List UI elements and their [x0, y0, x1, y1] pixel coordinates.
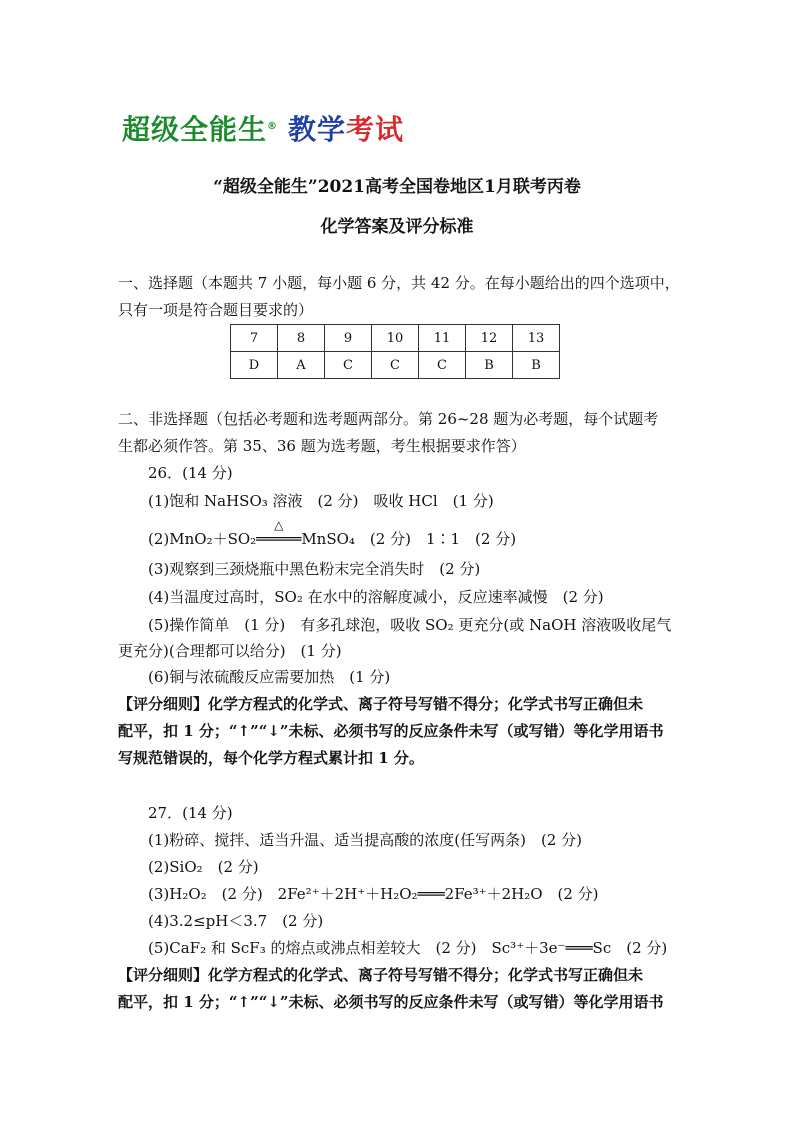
q26-answer-5-line2: 更充分)(合理都可以给分) (1 分) — [118, 642, 342, 660]
table-cell: 13 — [513, 325, 560, 352]
q26-answer-4: (4)当温度过高时，SO₂ 在水中的溶解度减小，反应速率减慢 (2 分) — [148, 588, 604, 606]
reaction-equals-sign: ═════ — [256, 530, 302, 548]
table-cell: 11 — [419, 325, 466, 352]
table-cell: 7 — [231, 325, 278, 352]
logo-brand: 超级全能生 — [122, 113, 268, 146]
table-cell: A — [278, 352, 325, 379]
q27-answer-4: (4)3.2≤pH＜3.7 (2 分) — [148, 912, 324, 930]
q27-answer-1: (1)粉碎、搅拌、适当升温、适当提高酸的浓度(任写两条) (2 分) — [148, 831, 582, 849]
q26-answer-5-line1: (5)操作简单 (1 分) 有多孔球泡，吸收 SO₂ 更充分(或 NaOH 溶液吸收尾气 — [148, 616, 672, 634]
table-cell: 9 — [325, 325, 372, 352]
table-cell: C — [372, 352, 419, 379]
table-cell: 12 — [466, 325, 513, 352]
table-cell: C — [419, 352, 466, 379]
document-title: “超级全能生”2021高考全国卷地区1月联考丙卷 — [213, 177, 581, 197]
heating-condition-sign — [256, 518, 302, 553]
scoring-rule-1-line2: 配平，扣 1 分；“↑”“↓”未标、必须书写的反应条件未写（或写错）等化学用语书 — [118, 722, 664, 740]
document-subtitle: 化学答案及评分标准 — [320, 217, 474, 237]
section2-heading-line2: 生都必须作答。第 35、36 题为选考题，考生根据要求作答） — [118, 437, 526, 455]
table-cell: B — [513, 352, 560, 379]
answer-table — [230, 324, 560, 379]
q27-answer-5: (5)CaF₂ 和 ScF₃ 的熔点或沸点相差较大 (2 分) Sc³⁺＋3e⁻═══Sc (2 分) — [148, 939, 668, 957]
triangle-heat-icon: △ — [274, 518, 284, 532]
q26-answer-2 — [148, 518, 688, 553]
scoring-rule-2-line1: 【评分细则】化学方程式的化学式、离子符号写错不得分；化学式书写正确但未 — [118, 966, 644, 984]
q27-heading: 27．(14 分) — [148, 804, 233, 822]
table-cell: 10 — [372, 325, 419, 352]
logo-part1: 教学 — [288, 113, 347, 146]
section1-heading-line2: 只有一项是符合题目要求的） — [118, 301, 314, 319]
scoring-rule-1-line1: 【评分细则】化学方程式的化学式、离子符号写错不得分；化学式书写正确但未 — [118, 695, 644, 713]
q26-answer-2-products: MnSO₄ (2 分) 1∶1 (2 分) — [301, 530, 517, 548]
brand-logo — [122, 108, 404, 148]
table-cell: B — [466, 352, 513, 379]
q26-answer-6: (6)铜与浓硫酸反应需要加热 (1 分) — [148, 668, 391, 686]
q26-heading: 26．(14 分) — [148, 464, 233, 482]
answer-table-number-row — [231, 325, 560, 352]
logo-reg-mark: ® — [267, 120, 279, 132]
scoring-rule-2-line2: 配平，扣 1 分；“↑”“↓”未标、必须书写的反应条件未写（或写错）等化学用语书 — [118, 993, 664, 1011]
q26-answer-1: (1)饱和 NaHSO₃ 溶液 (2 分) 吸收 HCl (1 分) — [148, 492, 494, 510]
q27-answer-2: (2)SiO₂ (2 分) — [148, 858, 259, 876]
q27-answer-3: (3)H₂O₂ (2 分) 2Fe²⁺＋2H⁺＋H₂O₂═══2Fe³⁺＋2H₂O (2 分) — [148, 885, 599, 903]
q26-answer-2-reactants: (2)MnO₂＋SO₂ — [148, 530, 257, 548]
table-cell: D — [231, 352, 278, 379]
q26-answer-3: (3)观察到三颈烧瓶中黑色粉末完全消失时 (2 分) — [148, 560, 481, 578]
section1-heading-line1: 一、选择题（本题共 7 小题，每小题 6 分，共 42 分。在每小题给出的四个选项中， — [118, 274, 680, 292]
logo-part2: 考试 — [346, 113, 405, 146]
section2-heading-line1: 二、非选择题（包括必考题和选考题两部分。第 26~28 题为必考题，每个试题考 — [118, 410, 659, 428]
table-cell: 8 — [278, 325, 325, 352]
table-cell: C — [325, 352, 372, 379]
scoring-rule-1-line3: 写规范错误的，每个化学方程式累计扣 1 分。 — [118, 749, 424, 767]
answer-table-answer-row — [231, 352, 560, 379]
